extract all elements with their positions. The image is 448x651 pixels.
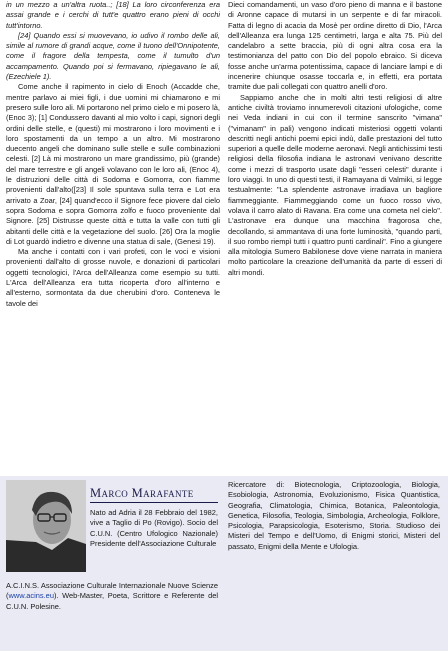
website-link[interactable]: www.acins.eu (8, 591, 54, 601)
author-photo (6, 480, 86, 572)
author-bio-box (0, 476, 448, 651)
author-research-fields: Ricercatore di: Biotecnologia, Criptozoologia, Biologia, Esobiologia, Astronomia, Evoluzionismo, Fisica Quantistica, Geografia, Climatologia, Chimica, Botanica, Paleontologia, Genetica, Filosofia, Teologia, Simbologia, Archeologia, Folklore, Psicologia, Parapsicologia, Esoterismo, Storia. Studioso dei Misteri del Tempo e dell'Uomo, di Enigmi storici, Misteri del passato, Enigmi della Mente e Ufologia. (228, 480, 440, 551)
author-portrait-icon (6, 480, 86, 572)
paragraph: Dieci comandamenti, un vaso d'oro pieno di manna e il bastone di Aronne capace di mutarsi in un serpente e di far miracoli. Fatta di legno di acacia da Mosè per ordine diretto di Dio, l'Arca dell'Alleanza era lunga 125 centimetri, larga e alta 75. Più del candelabro a sette braccia, più di ogni altra cosa era la testimonianza del patto con Dio del popolo ebraico. Si diceva fosse anche un'arma potentissima, capace di lanciare lampi e di incenerire chiunque osasse toccarla e, in effetti, era portata tramite due pali collegati con quattro anelli d'oro. (228, 0, 442, 92)
bio-text-segment: A.C.I.N.S. Associazione Culturale Internazionale Nuove Scienze ( (6, 581, 218, 601)
paragraph: Come anche il rapimento in cielo di Enoch (Accadde che, mentre parlavo ai miei figli, i due uomini mi chiamarono e mi presero sulle loro ali. Mi portarono nel primo cielo e mi posero là, (Enoc 3); [1] Condussero davanti al mio volto i capi, signori degli ordini delle stelle, e (questi) mi mostrarono i loro movimenti e i loro spostamenti da un tempo a un altro. Mi mostrarono duecento angeli che dominano sulle stelle e sulle combinazioni celesti. [2] Là mi mostrarono un mare grandissimo, più (grande) del mare terrestre e gli angeli volavano con le loro ali, (Enoc 4), le distruzioni delle città di Sodoma e Gomorra, con fiamme provenienti dall'alto([23] Il sole spuntava sulla terra e Lot era arrivato a Zoar, [24] quand'ecco il Signore fece piovere dal cielo sopra Sodoma e sopra Gomorra zolfo e fuoco proveniente dal Signore. [25] Distrusse queste città e tutta la valle con tutti gli abitanti delle città e la vegetazione del suolo. [26] Ora la moglie di Lot guardò indietro e divenne una statua di sale, (Genesi 19). (6, 82, 220, 246)
name-divider (90, 502, 218, 503)
author-bio-continued (6, 581, 218, 612)
author-bio-left (6, 480, 218, 648)
paragraph: in un mezzo a un'altra ruota..; [18] La loro circonferenza era assai grande e i cerchi di tutt'e quattro erano pieni di occhi tutt'intorno. (6, 0, 220, 30)
author-name: Marco Marafante (90, 486, 194, 500)
bio-text-segment: ). Web-Master, Poeta, Scrittore e Referente del C.U.N. Polesine. (6, 591, 218, 611)
article-column-2 (228, 0, 442, 470)
paragraph: Ma anche i contatti con i vari profeti, con le voci e visioni provenienti dall'alto di grosse nuvole, e donazioni di particolari oggetti tecnologici, l'Arca dell'Alleanza come esempio su tutti. L'Arca dell'Alleanza era tutta ricoperta d'oro all'interno e all'esterno, sormontata da due cherubini d'oro. Conteneva le tavole dei (6, 247, 220, 308)
author-bio-intro: Nato ad Adria il 28 Febbraio del 1982, vive a Taglio di Po (Rovigo). Socio del C.U.N. (Centro Ufologico Nazionale) Presidente dell'Associazione Culturale (90, 508, 218, 548)
paragraph: Sappiamo anche che in molti altri testi religiosi di altre antiche civiltà troviamo innumerevoli citazioni ufologiche, come nei Veda indiani in cui con il termine sanscrito "vimana" ("vimanam" in pali) vengono indicati misteriosi oggetti volanti descritti negli antichi poemi epici indù, dalle prestazioni del tutto superiori a quelle delle moderne aeronavi. Negli antichissimi testi religiosi della filosofia indiana le astronavi venivano descritte come i mezzi di trasporto usate dagli "esseri celesti" durante i loro viaggi. In uno di questi testi, il Ramayana di Valmiki, si legge testualmente: "La splendente astronave irradiava un bagliore fiammeggiante. Fiammeggiando come un fuoco rosso vivo, volava il carro alato di Ravana. Era come una cometa nel cielo". L'astronave era dunque una macchina fragorosa che, decollando, si ammantava di una forte luminosità, "quando parti, il suo rombo riempì tutti i quattro punti cardinali". Fino a giungere alla mitologia Sumero Babilonese dove viene narrata in maniera molto particolare la creazione dell'umanità da parte di esseri di altri mondi. (228, 92, 442, 277)
article-column-1 (6, 0, 220, 470)
paragraph: [24] Quando essi si muovevano, io udivo il rombo delle ali, simile al rumore di grandi acque, come il tuono dell'Onnipotente, come il fragore della tempesta, come il tumulto d'un accampamento. Quando poi si fermavano, ripiegavano le ali, (Ezechiele 1). (6, 30, 220, 82)
article-body (6, 0, 442, 470)
